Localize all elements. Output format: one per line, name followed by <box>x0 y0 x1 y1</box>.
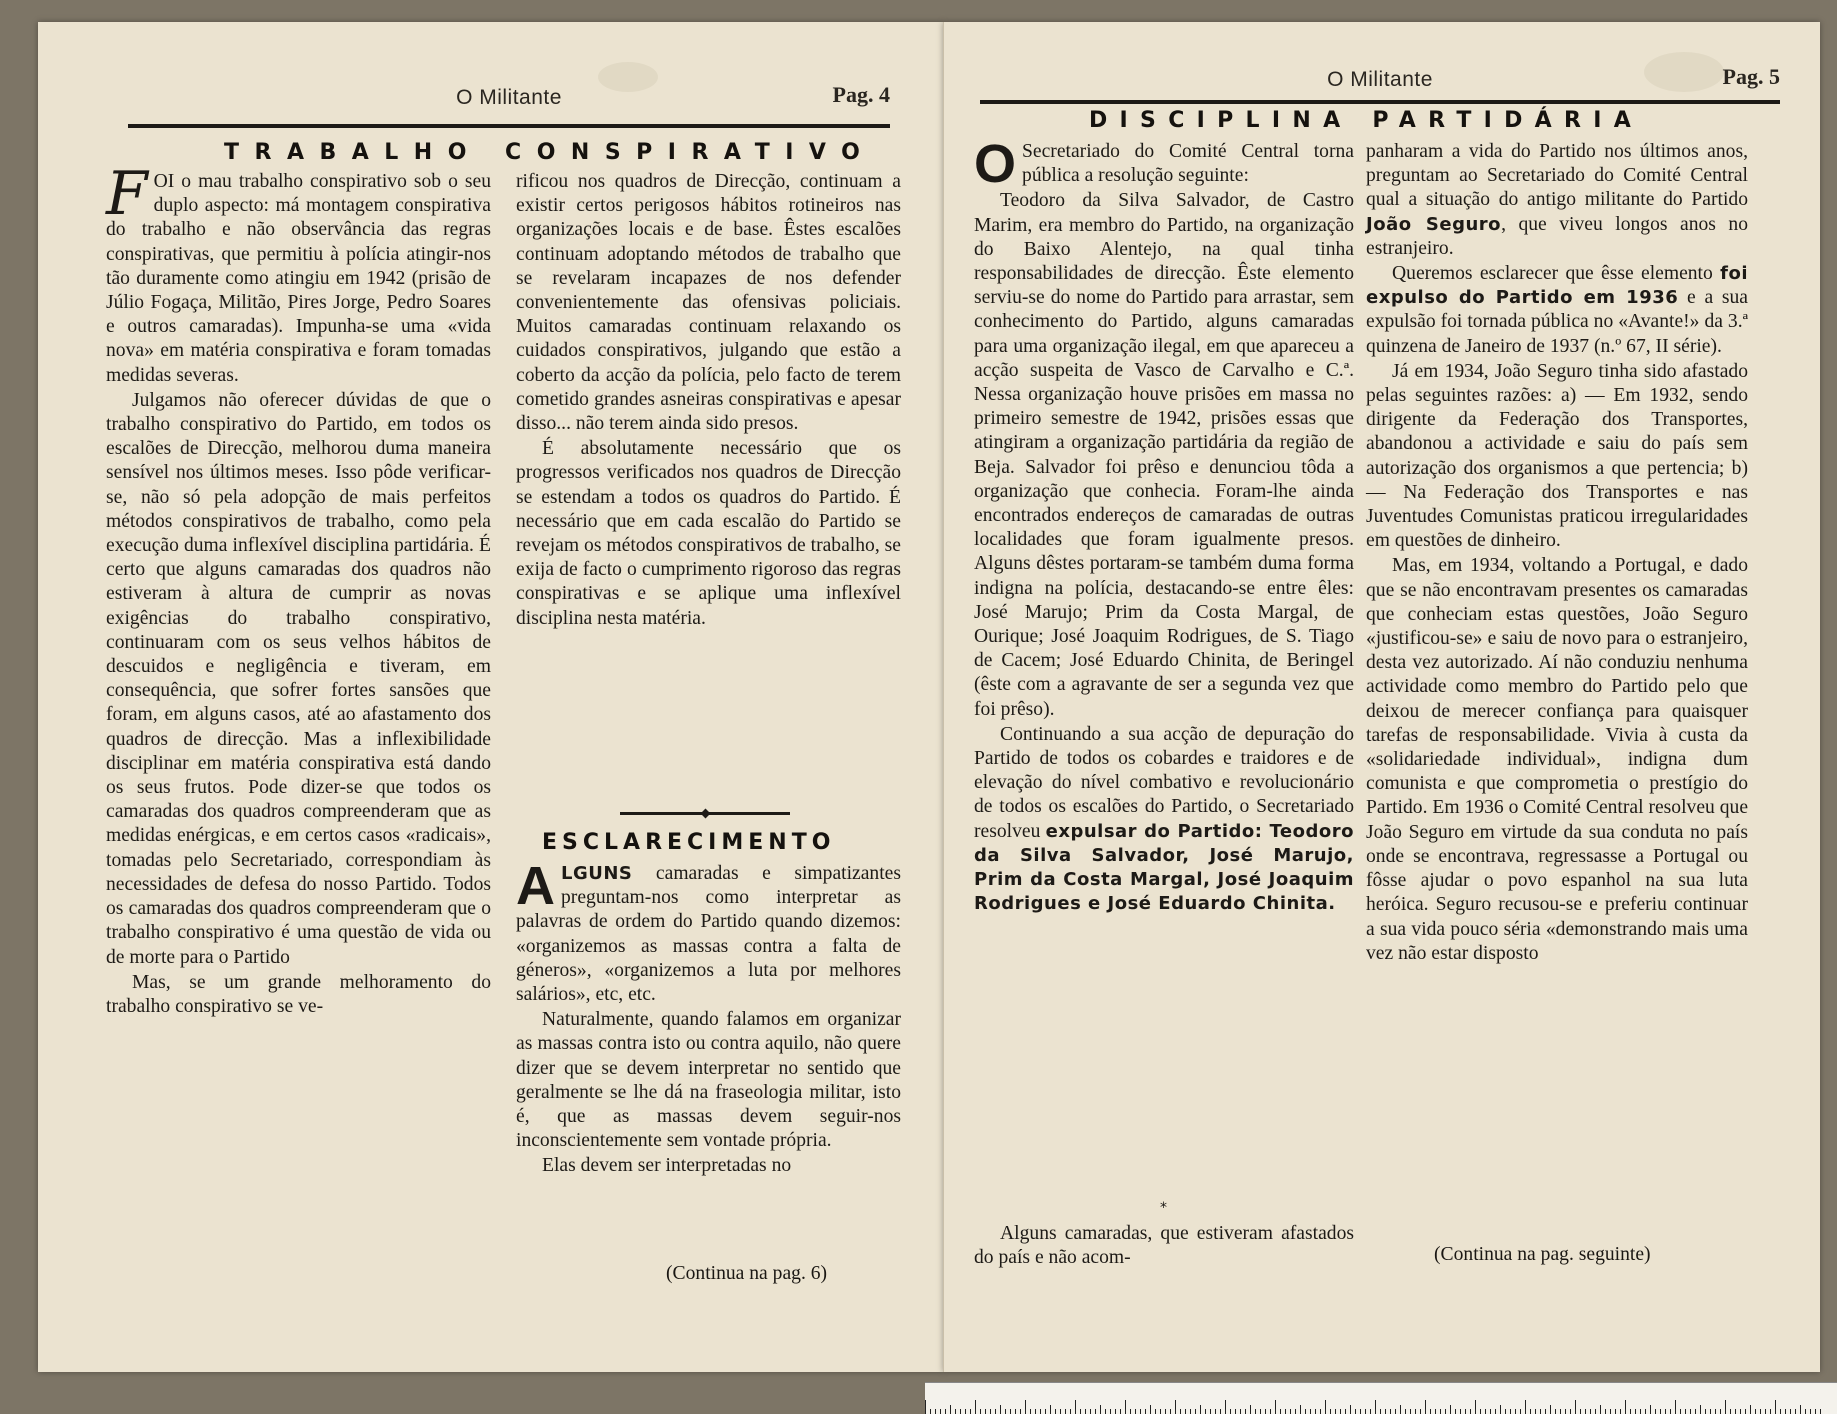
ruler-tick <box>1155 1409 1156 1414</box>
ruler-tick <box>1285 1409 1286 1414</box>
ruler-tick <box>1170 1409 1171 1414</box>
ruler-tick <box>1415 1409 1416 1414</box>
ruler-tick <box>1025 1400 1026 1414</box>
ruler-tick <box>1175 1400 1176 1414</box>
section-star: * <box>1160 1200 1167 1216</box>
ruler-tick <box>1445 1409 1446 1414</box>
ruler-tick <box>1575 1400 1576 1414</box>
ruler-tick <box>1360 1409 1361 1414</box>
article-title: TRABALHO CONSPIRATIVO <box>224 140 876 165</box>
left-page <box>38 22 943 1372</box>
ruler-tick <box>1195 1409 1196 1414</box>
continued-note: (Continua na pag. 6) <box>666 1263 828 1284</box>
paragraph: Continuando a sua acção de depuração do Partido de todos os cobardes e traidores e de elevação do nível combativo e revolucionário de todos os escalões do Partido, o Secretariado resolveu expulsar do Partido: Teodoro da Silva Salvador, José Marujo, Prim da Costa Margal, José Joaquim Rodrigues e José Eduardo Chinita. <box>974 723 1354 915</box>
right-column-1 <box>974 134 1354 918</box>
ruler-tick <box>1085 1409 1086 1414</box>
ruler-tick <box>1780 1409 1781 1414</box>
paragraph: Teodoro da Silva Salvador, de Castro Marim, era membro do Partido, na organização do Baixo Alentejo, na qual tinha responsabilidades de direcção. Êste elemento serviu-se do nome do Partido para arrastar, sem conhecimento do Partido, alguns camaradas para uma organização ilegal, em que apareceu a acção suspeita de Vasco de Carvalho e C.ª. Nessa organização houve prisões em massa no primeiro semestre de 1942, prisões essas que atingiram a organização partidária da região de Beja. Salvador foi prêso e denunciou tôda a organização que conhecia. Foram-lhe ainda encontrados endereços de camaradas de outras localidades que foram igualmente presos. Alguns dêstes portaram-se também duma forma indigna na polícia, destacando-se entre êles: José Marujo; Prim da Costa Margal, de Ourique; José Joaquim Rodrigues, de S. Tiago de Cacem; José Eduardo Chinita, de Beringel (êste com a agravante de ser a segunda vez que foi prêso). <box>974 190 1354 720</box>
ruler-tick <box>1685 1409 1686 1414</box>
ruler-tick <box>960 1409 961 1414</box>
ruler-tick <box>1670 1409 1671 1414</box>
left-running-head <box>128 82 890 116</box>
ruler-tick <box>1735 1409 1736 1414</box>
ruler-tick <box>1545 1409 1546 1414</box>
ruler-tick <box>1690 1409 1691 1414</box>
ruler-tick <box>970 1409 971 1414</box>
ruler-tick <box>1380 1409 1381 1414</box>
ruler-tick <box>1410 1409 1411 1414</box>
drop-cap: O <box>974 134 1017 194</box>
ruler-tick <box>1140 1409 1141 1414</box>
ruler-tick <box>1065 1409 1066 1414</box>
ruler-tick <box>1715 1409 1716 1414</box>
ruler-tick <box>1760 1409 1761 1414</box>
ruler-tick <box>1420 1409 1421 1414</box>
ruler-tick <box>1470 1409 1471 1414</box>
right-running-head <box>980 64 1780 98</box>
ruler-tick <box>1525 1400 1526 1414</box>
ruler-tick <box>1385 1409 1386 1414</box>
expulsion-names: expulsar do Partido: Teodoro da Silva Salvador, José Marujo, Prim da Costa Margal, José Joaquim Rodrigues e José Eduardo Chinita. <box>974 820 1354 915</box>
ruler-tick <box>1230 1409 1231 1414</box>
name-bold: João Seguro <box>1366 213 1502 235</box>
drop-cap: A <box>516 856 555 916</box>
paragraph: Queremos esclarecer que êsse elemento foi expulso do Partido em 1936 e a sua expulsão foi tornada pública no «Avante!» da 3.ª quinzena de Janeiro de 1937 (n.º 67, II série). <box>1366 263 1749 357</box>
ruler-tick <box>1555 1409 1556 1414</box>
ruler-tick <box>1730 1409 1731 1414</box>
ruler-tick <box>1375 1400 1376 1414</box>
paragraph: Mas, em 1934, voltando a Portugal, e dado que se não encontravam presentes os camaradas que conheciam estas questões, João Seguro «justificou-se» e saiu de novo para o estranjeiro, desta vez autorizado. Aí não conduziu nenhuma actividade como membro do Partido pelo que deixou de merecer confiança para quaisquer tarefas de responsabilidade. Vivia à custa da «solidariedade individual», indigna dum comunista e que comprometia o prestígio do Partido. Em 1936 o Comité Central resolveu que João Seguro em virtude da sua conduta no país onde se encontrava, regressasse a Portugal ou fôsse ajudar o povo espanhol na sua luta heróica. Seguro recusou-se e preferiu continuar a sua vida pouco séria «demonstrando mais uma vez não estar disposto <box>1366 555 1749 964</box>
ruler-tick <box>1520 1409 1521 1414</box>
right-column-1-continued <box>974 1222 1354 1271</box>
ruler-tick <box>1620 1409 1621 1414</box>
paragraph: Alguns camaradas, que estiveram afastados do país e não acom- <box>974 1223 1354 1269</box>
ruler-tick <box>1180 1409 1181 1414</box>
scale-ruler <box>925 1382 1837 1414</box>
ruler-tick <box>1045 1409 1046 1414</box>
ruler-tick <box>1060 1409 1061 1414</box>
ruler-tick <box>1625 1400 1626 1414</box>
ruler-tick <box>1035 1409 1036 1414</box>
ruler-tick <box>1020 1409 1021 1414</box>
ruler-tick <box>1785 1409 1786 1414</box>
ruler-tick <box>1740 1409 1741 1414</box>
ruler-tick <box>1010 1409 1011 1414</box>
page-number: Pag. 5 <box>1722 64 1780 89</box>
ruler-tick <box>1465 1409 1466 1414</box>
ruler-tick <box>1335 1409 1336 1414</box>
ruler-tick <box>1680 1409 1681 1414</box>
ruler-tick <box>1330 1409 1331 1414</box>
paragraph: O Secretariado do Comité Central torna pública a resolução seguinte: <box>974 134 1354 194</box>
ruler-tick <box>1135 1409 1136 1414</box>
ruler-tick <box>1015 1409 1016 1414</box>
ruler-tick <box>935 1409 936 1414</box>
ruler-tick <box>1565 1409 1566 1414</box>
ruler-tick <box>1355 1409 1356 1414</box>
ruler-tick <box>1070 1409 1071 1414</box>
ruler-tick <box>1540 1409 1541 1414</box>
ruler-tick <box>1105 1409 1106 1414</box>
ruler-tick <box>1225 1400 1226 1414</box>
ruler-tick <box>1530 1409 1531 1414</box>
paragraph: ALGUNS camaradas e simpatizantes preguntam-nos como interpretar as palavras de ordem do Partido quando dizemos: «organizemos as massas contra a falta de géneros», «organizemos a luta por melhores salários», etc, etc. <box>516 856 901 1006</box>
ruler-tick <box>1210 1409 1211 1414</box>
ruler-tick <box>1055 1409 1056 1414</box>
ruler-tick <box>985 1409 986 1414</box>
header-rule <box>128 124 890 128</box>
masthead: O Militante <box>456 86 562 109</box>
ruler-tick <box>940 1409 941 1414</box>
ruler-tick <box>1340 1409 1341 1414</box>
ruler-tick <box>1305 1409 1306 1414</box>
ruler-tick <box>1635 1409 1636 1414</box>
ruler-tick <box>1775 1400 1776 1414</box>
ruler-tick <box>1765 1409 1766 1414</box>
ruler-tick <box>1090 1409 1091 1414</box>
ruler-tick <box>1110 1409 1111 1414</box>
ruler-tick <box>1185 1409 1186 1414</box>
masthead: O Militante <box>1327 68 1433 91</box>
ruler-tick <box>925 1400 926 1414</box>
ruler-tick <box>1030 1409 1031 1414</box>
ruler-tick <box>1165 1409 1166 1414</box>
ruler-tick <box>1720 1409 1721 1414</box>
ruler-tick <box>1315 1409 1316 1414</box>
separator-ornament <box>701 809 711 819</box>
ruler-tick <box>1280 1409 1281 1414</box>
ruler-tick <box>1615 1409 1616 1414</box>
drop-cap: F <box>106 159 148 229</box>
ruler-tick <box>1505 1409 1506 1414</box>
ruler-tick <box>1815 1409 1816 1414</box>
ruler-tick <box>1320 1409 1321 1414</box>
paragraph: panharam a vida do Partido nos últimos anos, preguntam ao Secretariado do Comité Central qual a situação do antigo militante do Partido João Seguro, que viveu longos anos no estranjeiro. <box>1366 141 1748 259</box>
right-page <box>943 22 1820 1372</box>
ruler-tick <box>1080 1409 1081 1414</box>
ruler-tick <box>1515 1409 1516 1414</box>
ruler-tick <box>1485 1409 1486 1414</box>
left-column-2 <box>516 170 901 632</box>
ruler-tick <box>1160 1409 1161 1414</box>
ruler-tick <box>1810 1409 1811 1414</box>
ruler-tick <box>1605 1409 1606 1414</box>
ruler-tick <box>1460 1409 1461 1414</box>
ruler-tick <box>1790 1409 1791 1414</box>
ruler-tick <box>1475 1400 1476 1414</box>
ruler-tick <box>965 1409 966 1414</box>
ruler-tick <box>1480 1409 1481 1414</box>
ruler-tick <box>1560 1409 1561 1414</box>
paragraph: rificou nos quadros de Direcção, continuam a existir certos perigosos hábitos rotineiros nas organizações locais e de base. Êstes escalões continuam adoptando métodos de trabalho que se revelaram incapazes de nos defender convenientemente das ofensivas policiais. Muitos camaradas continuam relaxando os cuidados conspirativos, julgando que estão a coberto da acção da polícia, pelo facto de terem cometido grandes asneiras conspirativas e apesar disso... não terem ainda sido presos. <box>516 171 901 435</box>
ruler-tick <box>1590 1409 1591 1414</box>
ruler-tick <box>995 1409 996 1414</box>
ruler-tick <box>1440 1409 1441 1414</box>
article-title: DISCIPLINA PARTIDÁRIA <box>1089 108 1644 133</box>
ruler-tick <box>1145 1409 1146 1414</box>
ruler-tick <box>1630 1409 1631 1414</box>
ruler-tick <box>930 1409 931 1414</box>
ruler-tick <box>1655 1409 1656 1414</box>
ruler-tick <box>1215 1409 1216 1414</box>
ruler-tick <box>1425 1400 1426 1414</box>
ruler-tick <box>1490 1409 1491 1414</box>
left-column-1 <box>106 159 491 1020</box>
paragraph: FOI o mau trabalho conspirativo sob o seu duplo aspecto: má montagem conspirativa do trabalho e não observância das regras conspirativas, que permitiu à polícia atingir-nos tão duramente como atingiu em 1942 (prisão de Júlio Fogaça, Militão, Pires Jorge, Pedro Soares e outros camaradas). Impunha-se uma «vida nova» em matéria conspirativa e foram tomadas medidas severas. <box>106 159 491 386</box>
ruler-tick <box>1390 1409 1391 1414</box>
ruler-tick <box>945 1409 946 1414</box>
ruler-tick <box>1075 1400 1076 1414</box>
ruler-tick <box>1290 1409 1291 1414</box>
ruler-tick <box>1820 1409 1821 1414</box>
ruler-tick <box>1095 1409 1096 1414</box>
ruler-tick <box>1365 1409 1366 1414</box>
ruler-tick <box>1235 1409 1236 1414</box>
ruler-tick <box>1665 1409 1666 1414</box>
ruler-tick <box>1595 1409 1596 1414</box>
left-column-2-continued <box>516 856 901 1180</box>
ruler-tick <box>1325 1400 1326 1414</box>
paragraph: Já em 1934, João Seguro tinha sido afastado pelas seguintes razões: a) — Em 1932, sendo dirigente da Federação dos Transportes, abandonou a actividade e saiu do país sem autorização dos organismos a que pertencia; b) — Na Federação dos Transportes e nas Juventudes Comunistas praticou irregularidades em questões de dinheiro. <box>1366 360 1748 552</box>
ruler-tick <box>1640 1409 1641 1414</box>
ruler-tick <box>1645 1409 1646 1414</box>
ruler-tick <box>1265 1409 1266 1414</box>
section-title: ESCLARECIMENTO <box>542 830 836 855</box>
ruler-tick <box>990 1409 991 1414</box>
paragraph: Naturalmente, quando falamos em organizar as massas contra isto ou contra aquilo, não quere dizer que se devem interpretar no sentido que geralmente se lhe dá na fraseologia militar, isto é, que as massas devem seguir-nos inconscientemente sem vontade própria. <box>516 1009 901 1152</box>
ruler-tick <box>1695 1409 1696 1414</box>
ruler-tick <box>1130 1409 1131 1414</box>
ruler-tick <box>1535 1409 1536 1414</box>
ruler-tick <box>1495 1409 1496 1414</box>
ruler-tick <box>1570 1409 1571 1414</box>
ruler-tick <box>1270 1409 1271 1414</box>
ruler-tick <box>980 1409 981 1414</box>
ruler-tick <box>1240 1409 1241 1414</box>
paragraph: Julgamos não oferecer dúvidas de que o trabalho conspirativo do Partido, em todos os escalões de Direcção, melhorou duma maneira sensível nos últimos meses. Isso pôde verificar-se, não só pela adopção de mais perfeitos métodos conspirativos de trabalho, como pela execução duma inflexível disciplina partidária. É certo que alguns camaradas dos quadros não estiveram à altura de cumprir as novas exigências do trabalho conspirativo, continuaram com os seus velhos hábitos de descuidos e negligência e tiveram, em consequência, que sofrer fortes sansões que foram, em alguns casos, até ao afastamento dos quadros de direcção. Mas a inflexibilidade disciplinar em matéria conspirativa está dando os seus frutos. Pode dizer-se que todos os camaradas dos quadros compreenderam que as medidas enérgicas, e em certos casos «radicais», tomadas pelo Secretariado, correspondiam às necessidades de defesa do nosso Partido. Todos os camaradas dos quadros compreenderam que o trabalho conspirativo é uma questão de vida ou de morte para o Partido <box>106 389 491 968</box>
ruler-tick <box>1705 1409 1706 1414</box>
ruler-tick <box>1275 1400 1276 1414</box>
ruler-tick <box>1125 1400 1126 1414</box>
ruler-tick <box>1190 1409 1191 1414</box>
paragraph: Elas devem ser interpretadas no <box>542 1155 792 1177</box>
ruler-tick <box>1710 1409 1711 1414</box>
ruler-tick <box>1040 1409 1041 1414</box>
paragraph: É absolutamente necessário que os progressos verificados nos quadros de Direcção se estendam a todos os quadros do Partido. É necessário que em cada escalão do Partido se revejam os métodos conspirativos de trabalho, se exija de facto o cumprimento rigoroso das regras conspirativas e se aplique uma inflexível disciplina nesta matéria. <box>516 438 901 629</box>
page-number: Pag. 4 <box>832 82 890 107</box>
header-rule <box>980 100 1780 104</box>
ruler-tick <box>1610 1409 1611 1414</box>
ruler-tick <box>1755 1409 1756 1414</box>
ruler-tick <box>1115 1409 1116 1414</box>
ruler-tick <box>1120 1409 1121 1414</box>
ruler-tick <box>955 1409 956 1414</box>
ruler-tick <box>1205 1409 1206 1414</box>
ruler-tick <box>1745 1409 1746 1414</box>
ruler-tick <box>1585 1409 1586 1414</box>
ruler-tick <box>1580 1409 1581 1414</box>
ruler-tick <box>1245 1409 1246 1414</box>
ruler-tick <box>1725 1400 1726 1414</box>
paragraph: Mas, se um grande melhoramento do trabalho conspirativo se ve- <box>106 971 491 1017</box>
expulsion-note: foi expulso do Partido em 1936 <box>1366 263 1748 309</box>
ruler-tick <box>1675 1400 1676 1414</box>
ruler-tick <box>1370 1409 1371 1414</box>
ruler-tick <box>975 1400 976 1414</box>
continued-note: (Continua na pag. seguinte) <box>1434 1244 1651 1265</box>
ruler-tick <box>1260 1409 1261 1414</box>
ruler-tick <box>1455 1409 1456 1414</box>
ruler-tick <box>1295 1409 1296 1414</box>
ruler-tick <box>1345 1409 1346 1414</box>
ruler-tick <box>1805 1409 1806 1414</box>
ruler-tick <box>1435 1409 1436 1414</box>
ruler-tick <box>1395 1409 1396 1414</box>
ruler-tick <box>1510 1409 1511 1414</box>
ruler-tick <box>1220 1409 1221 1414</box>
ruler-tick <box>1795 1409 1796 1414</box>
ruler-tick <box>1310 1409 1311 1414</box>
ruler-tick <box>1430 1409 1431 1414</box>
ruler-tick <box>1405 1409 1406 1414</box>
ruler-tick <box>1255 1409 1256 1414</box>
ruler-tick <box>1770 1409 1771 1414</box>
ruler-tick <box>1005 1409 1006 1414</box>
ruler-tick <box>1660 1409 1661 1414</box>
right-column-2 <box>1366 140 1748 967</box>
